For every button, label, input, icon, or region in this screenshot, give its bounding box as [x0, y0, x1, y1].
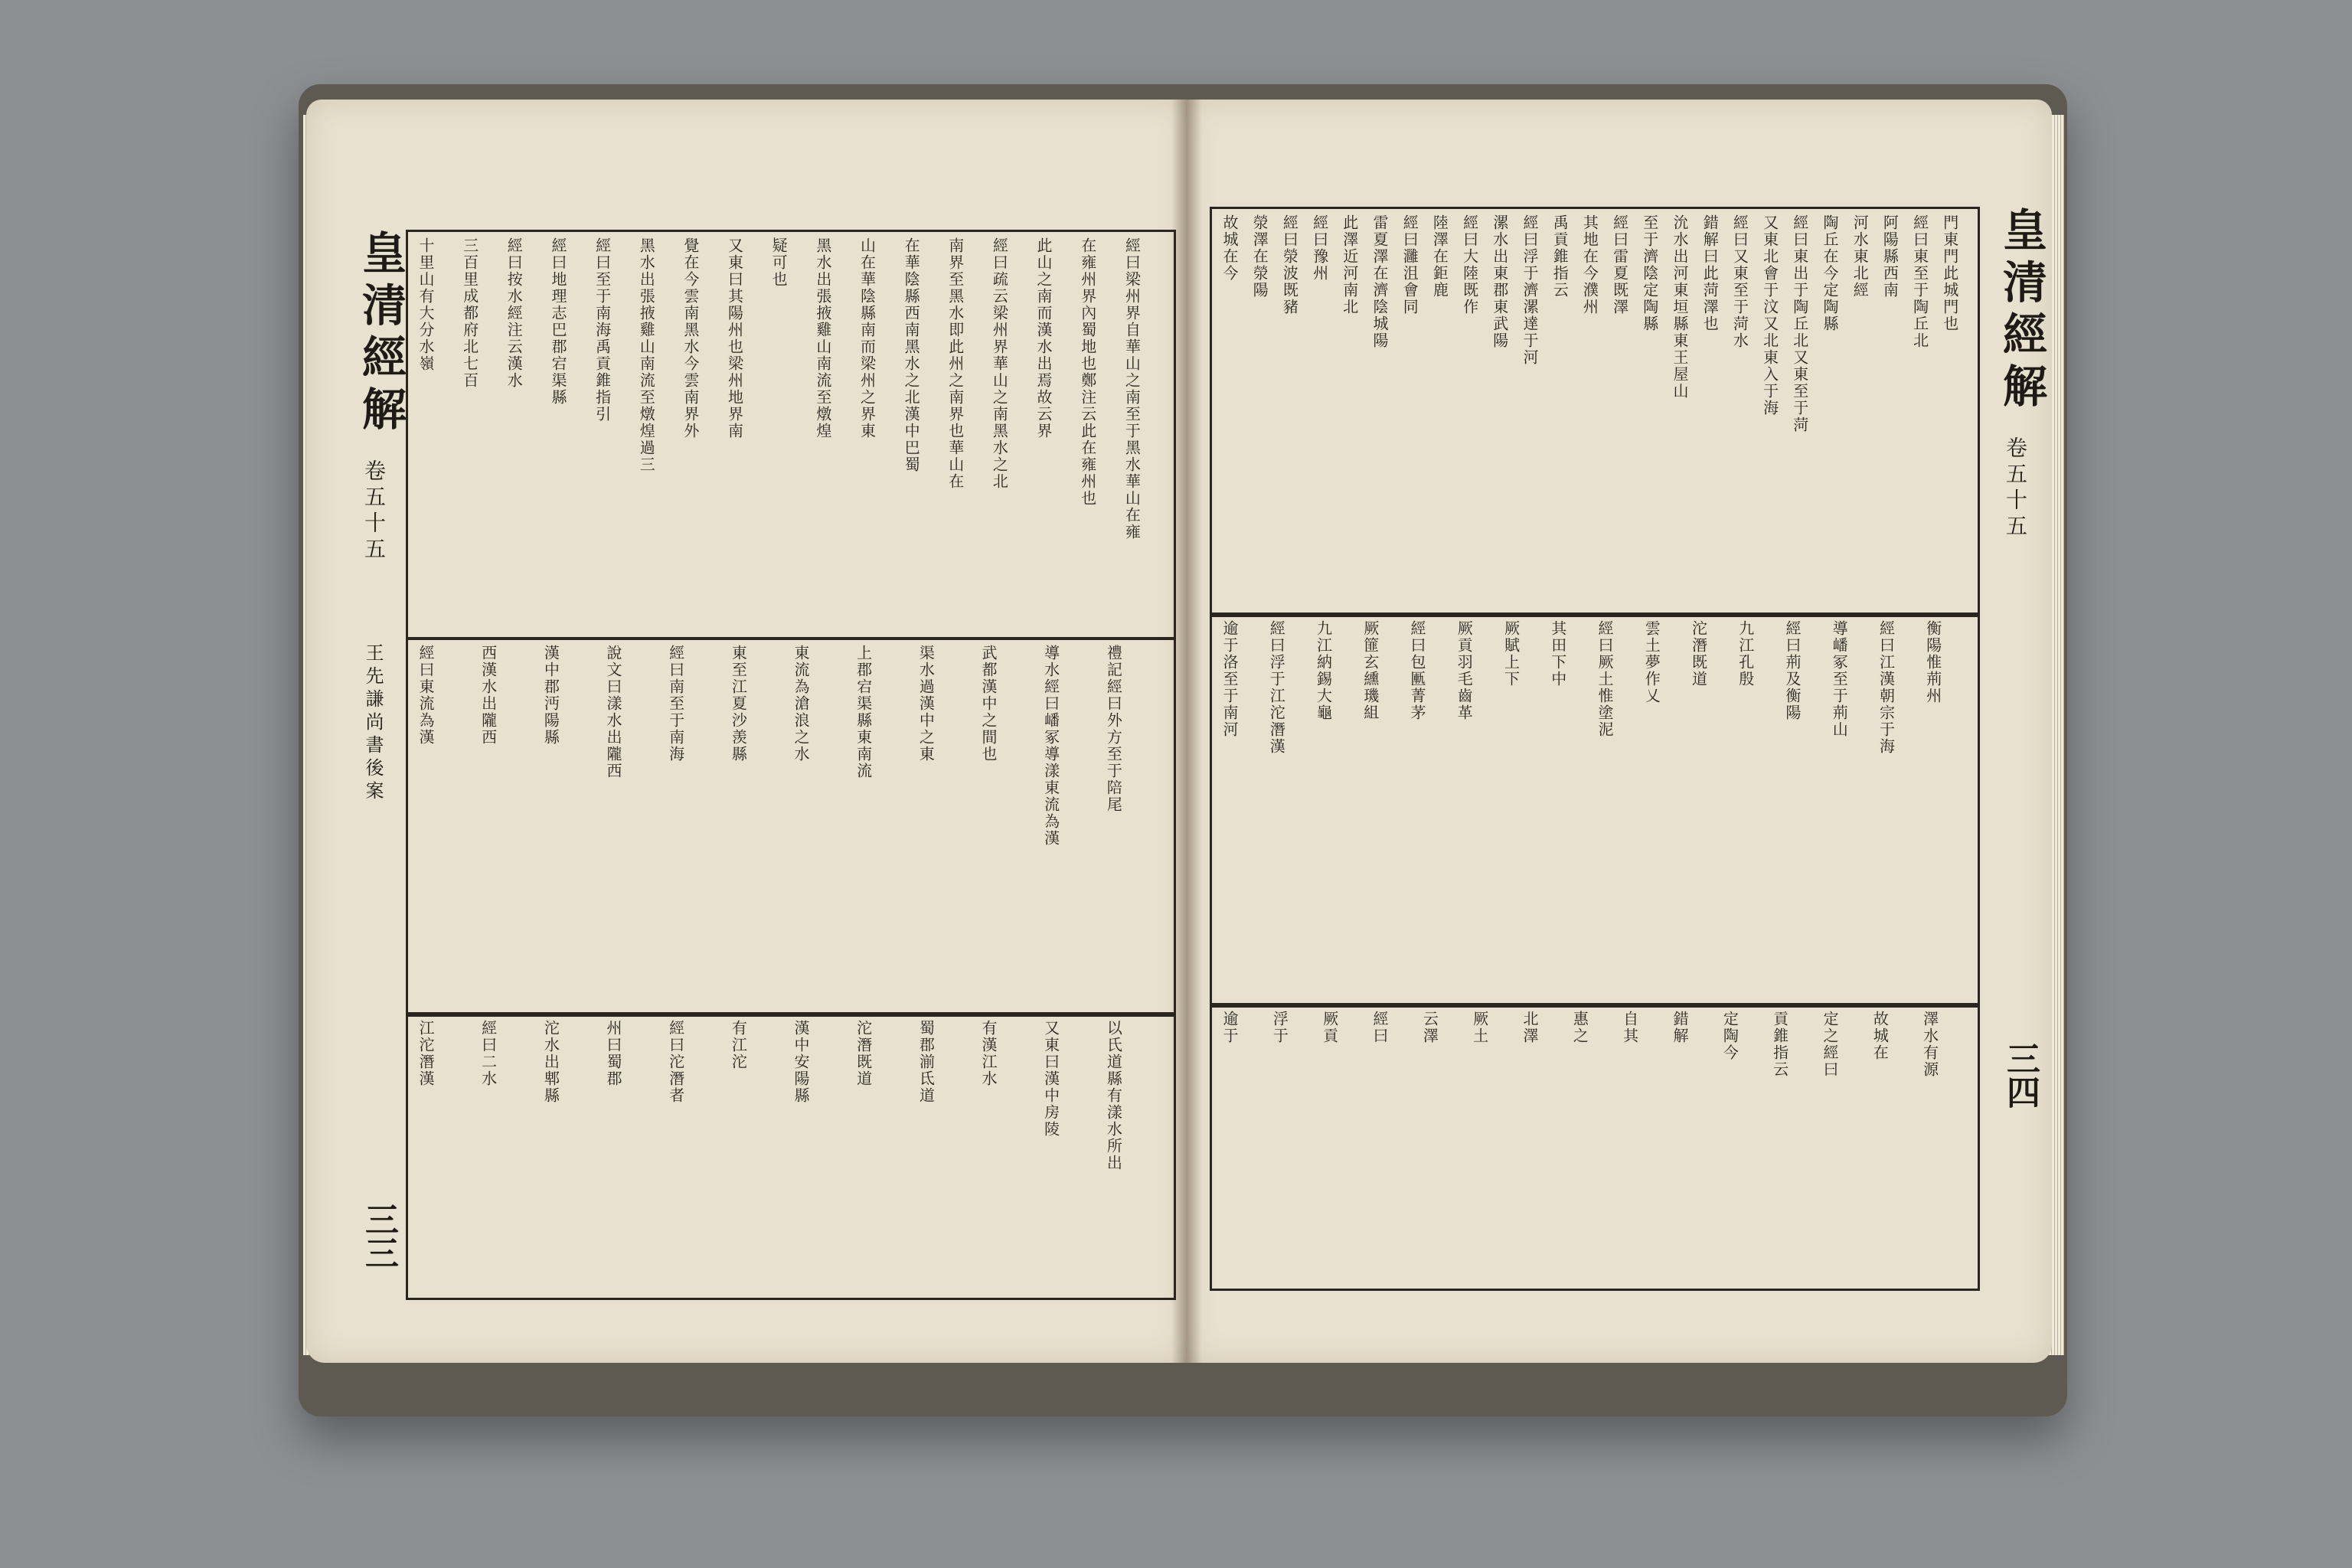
text-column: 厥貢羽毛齒革 — [1455, 620, 1474, 721]
text-column: 厥賦上下 — [1501, 620, 1521, 688]
text-column: 陸澤在鉅鹿 — [1430, 214, 1449, 299]
text-column: 經曰雷夏既澤 — [1610, 214, 1629, 315]
text-column: 禹貢錐指云 — [1550, 214, 1570, 299]
right-page-number: 三四 — [2001, 1041, 2040, 1109]
left-bottom-text — [413, 1020, 1164, 1288]
text-column: 沱水出郫縣 — [541, 1020, 560, 1104]
text-column: 經曰浮于江沱潛漢 — [1267, 620, 1286, 755]
text-column: 又東北會于汶又北東入于海 — [1760, 214, 1779, 416]
text-column: 經曰東流為漢 — [416, 645, 435, 746]
text-column: 其地在今濮州 — [1580, 214, 1599, 315]
left-author-note: 王先謙尚書後案 — [362, 643, 384, 804]
text-column: 江沱潛漢 — [416, 1020, 435, 1087]
text-column: 又東曰漢中房陵 — [1041, 1020, 1060, 1138]
text-column: 雷夏澤在濟陰城陽 — [1370, 214, 1389, 349]
text-column: 山在華陰縣南而梁州之界東 — [858, 237, 877, 439]
text-column: 在雍州界內蜀地也鄭注云此在雍州也 — [1078, 237, 1097, 507]
text-column: 厥篚玄纁璣組 — [1361, 620, 1380, 721]
text-column: 疑可也 — [769, 237, 789, 288]
text-column: 經曰厥土惟塗泥 — [1596, 620, 1614, 738]
text-column: 衡陽惟荊州 — [1923, 620, 1942, 704]
text-column: 此山之南而漢水出焉故云界 — [1034, 237, 1054, 439]
text-column: 有江沱 — [729, 1020, 748, 1070]
text-column: 經曰大陸既作 — [1460, 214, 1479, 315]
text-column: 黑水出張掖雞山南流至燉煌過三 — [637, 237, 656, 473]
text-column: 故城在 — [1870, 1011, 1890, 1061]
text-column: 阿陽縣西南 — [1880, 214, 1900, 299]
text-column: 厥土 — [1470, 1011, 1489, 1044]
text-column: 漢中郡沔陽縣 — [541, 645, 560, 746]
text-column: 武都漢中之間也 — [979, 645, 998, 763]
text-column: 定陶今 — [1720, 1011, 1740, 1061]
text-column: 東流為滄浪之水 — [792, 645, 810, 763]
text-column: 錯解曰此菏澤也 — [1700, 214, 1720, 332]
left-lower-text — [413, 645, 1164, 1004]
text-column: 浮于 — [1270, 1011, 1289, 1044]
text-column: 故城在今 — [1220, 214, 1239, 282]
text-column: 錯解 — [1671, 1011, 1689, 1044]
text-column: 九江孔殷 — [1736, 620, 1755, 688]
text-column: 經曰荊及衡陽 — [1783, 620, 1802, 721]
text-column: 惠之 — [1570, 1011, 1589, 1044]
text-column: 漯水出東郡東武陽 — [1490, 214, 1509, 349]
text-column: 雲土夢作乂 — [1642, 620, 1661, 704]
text-column: 黑水出張掖雞山南流至燉煌 — [813, 237, 832, 439]
text-column: 州曰蜀郡 — [604, 1020, 622, 1087]
text-column: 河水東北經 — [1851, 214, 1870, 299]
text-column: 蜀郡湔氐道 — [916, 1020, 936, 1104]
text-column: 逾于 — [1220, 1011, 1239, 1044]
text-column: 十里山有大分水嶺 — [416, 237, 435, 372]
text-column: 經曰浮于濟漯達于河 — [1521, 214, 1539, 366]
right-volume-label: 卷五十五 — [2003, 436, 2028, 541]
right-margin-title: 皇清經解 — [1995, 207, 2047, 415]
right-lower-text — [1217, 620, 1968, 995]
text-column: 此澤近河南北 — [1340, 214, 1359, 315]
text-column: 經曰至于南海禹貢錐指引 — [593, 237, 612, 423]
text-column: 沱潛既道 — [1689, 620, 1708, 688]
text-column: 其田下中 — [1548, 620, 1567, 688]
text-column: 澤水有源 — [1920, 1011, 1939, 1078]
text-column: 滎澤在滎陽 — [1250, 214, 1269, 299]
text-column: 以氏道縣有漾水所出 — [1104, 1020, 1123, 1171]
text-column: 西漢水出隴西 — [479, 645, 498, 746]
left-upper-text — [413, 237, 1164, 628]
text-column: 厥貢 — [1320, 1011, 1339, 1044]
text-column: 云澤 — [1420, 1011, 1439, 1044]
text-column: 自其 — [1620, 1011, 1639, 1044]
text-column: 貢錐指云 — [1770, 1011, 1789, 1078]
left-margin-title: 皇清經解 — [354, 230, 407, 438]
text-column: 九江納錫大龜 — [1314, 620, 1333, 721]
text-column: 沇水出河東垣縣東王屋山 — [1671, 214, 1689, 400]
text-column: 說文曰漾水出隴西 — [604, 645, 622, 779]
text-column: 經曰東出于陶丘北又東至于菏 — [1790, 214, 1809, 433]
text-column: 沱潛既道 — [854, 1020, 873, 1087]
text-column: 經曰疏云梁州界華山之南黑水之北 — [990, 237, 1009, 490]
text-column: 逾于洛至于南河 — [1220, 620, 1239, 738]
book-gutter — [1171, 100, 1202, 1363]
text-column: 經曰 — [1370, 1011, 1389, 1044]
text-column: 漢中安陽縣 — [792, 1020, 810, 1104]
text-column: 經曰東至于陶丘北 — [1910, 214, 1929, 349]
text-column: 經曰豫州 — [1310, 214, 1329, 282]
text-column: 經曰又東至于菏水 — [1730, 214, 1749, 349]
text-column: 定之經曰 — [1821, 1011, 1839, 1078]
text-column: 經曰地理志巴郡宕渠縣 — [548, 237, 567, 406]
right-bottom-text — [1217, 1011, 1968, 1279]
text-column: 導嶓冢至于荊山 — [1830, 620, 1849, 738]
text-column: 經曰包匭菁茅 — [1408, 620, 1426, 721]
text-column: 經曰二水 — [479, 1020, 498, 1087]
text-column: 經曰沱潛者 — [666, 1020, 685, 1104]
text-column: 導水經曰嶓冢導漾東流為漢 — [1041, 645, 1060, 847]
text-column: 門東門此城門也 — [1940, 214, 1959, 332]
text-column: 三百里成都府北七百 — [460, 237, 479, 389]
text-column: 又東曰其陽州也梁州地界南 — [725, 237, 744, 439]
text-column: 上郡宕渠縣東南流 — [854, 645, 873, 779]
text-column: 至于濟陰定陶縣 — [1640, 214, 1659, 332]
text-column: 北澤 — [1521, 1011, 1539, 1044]
left-page-number: 三三 — [359, 1202, 398, 1269]
text-column: 在華陰縣西南黑水之北漢中巴蜀 — [902, 237, 921, 473]
text-column: 覺在今雲南黑水今雲南界外 — [681, 237, 700, 439]
text-column: 經曰江漢朝宗于海 — [1877, 620, 1896, 755]
text-column: 經曰梁州界自華山之南至于黑水華山在雍 — [1122, 237, 1142, 541]
text-column: 經曰灉沮會同 — [1400, 214, 1419, 315]
left-volume-label: 卷五十五 — [361, 459, 387, 564]
text-column: 經曰按水經注云漢水 — [505, 237, 524, 389]
text-column: 有漢江水 — [979, 1020, 998, 1087]
text-column: 南界至黑水即此州之南界也華山在 — [946, 237, 965, 490]
text-column: 陶丘在今定陶縣 — [1821, 214, 1839, 332]
text-column: 渠水過漢中之東 — [916, 645, 936, 763]
text-column: 經曰滎波既豬 — [1280, 214, 1299, 315]
text-column: 禮記經曰外方至于陪尾 — [1104, 645, 1123, 813]
right-upper-text — [1217, 214, 1968, 605]
text-column: 東至江夏沙羡縣 — [729, 645, 748, 763]
text-column: 經曰南至于南海 — [666, 645, 685, 763]
